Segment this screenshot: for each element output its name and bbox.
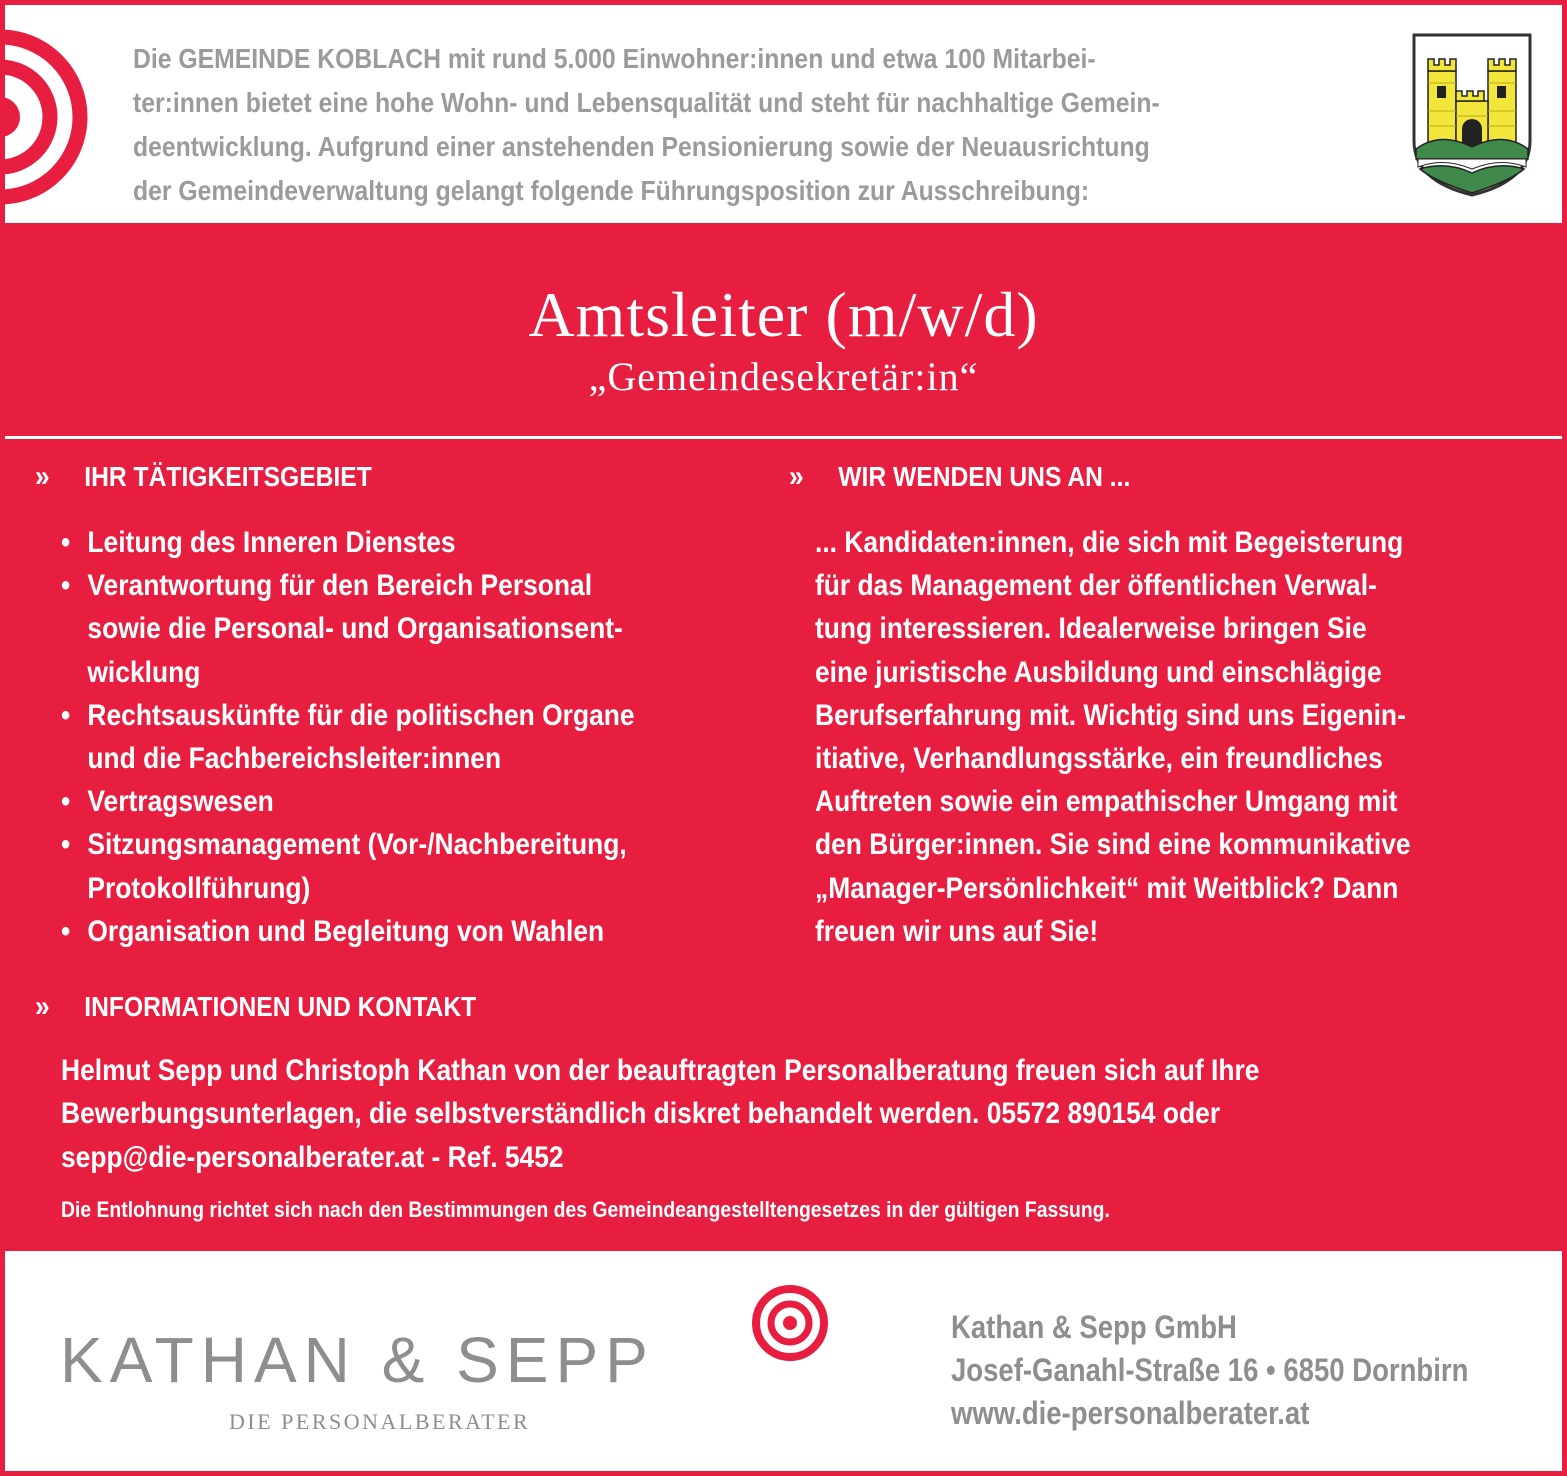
tasks-heading bbox=[35, 460, 372, 494]
text-line: „Manager-Persönlichkeit“ mit Weitblick? Dann bbox=[815, 871, 1399, 905]
audience-text bbox=[815, 521, 1519, 953]
job-title: Amtsleiter (m/w/d) bbox=[528, 279, 1039, 350]
list-item: • Organisation und Begleitung von Wahlen bbox=[61, 910, 765, 953]
tasks-heading-label: IHR TÄTIGKEITSGEBIET bbox=[84, 461, 372, 492]
audience-heading bbox=[789, 460, 1130, 494]
intro-text bbox=[133, 37, 1393, 213]
text-line: Bewerbungsunterlagen, die selbstverständlich diskret behandelt werden. 05572 890154 oder bbox=[61, 1097, 1221, 1131]
intro-line: der Gemeindeverwaltung gelangt folgende Führungsposition zur Ausschreibung: bbox=[133, 175, 1090, 206]
text-line: itiative, Verhandlungsstärke, ein freundliches bbox=[815, 742, 1383, 776]
text-line: Berufserfahrung mit. Wichtig sind uns Eigenin- bbox=[815, 698, 1406, 732]
text-line: für das Management der öffentlichen Verwal- bbox=[815, 569, 1377, 603]
list-item: • Vertragswesen bbox=[61, 780, 765, 823]
koblach-coat-of-arms-icon bbox=[1410, 31, 1534, 199]
contact-text bbox=[61, 1049, 1425, 1179]
contact-heading-label: INFORMATIONEN UND KONTAKT bbox=[84, 991, 477, 1022]
text-line: Helmut Sepp und Christoph Kathan von der beauftragten Personalberatung freuen sich auf Ihre bbox=[61, 1054, 1260, 1087]
text-line: den Bürger:innen. Sie sind eine kommunikative bbox=[815, 828, 1411, 862]
text-line: ... Kandidaten:innen, die sich mit Begeisterung bbox=[815, 526, 1404, 559]
intro-line: ter:innen bietet eine hohe Wohn- und Lebensqualität und steht für nachhaltige Gemein- bbox=[133, 87, 1160, 118]
chevron-right-icon: » bbox=[789, 460, 804, 493]
company-name: Kathan & Sepp GmbH bbox=[951, 1309, 1237, 1345]
target-logo-icon bbox=[750, 1283, 830, 1363]
company-street: Josef-Ganahl-Straße 16 • 6850 Dornbirn bbox=[951, 1352, 1469, 1388]
list-item: • Sitzungsmanagement (Vor-/Nachbereitung, Protokollführung) bbox=[61, 823, 765, 909]
list-item: • Verantwortung für den Bereich Personal sowie die Personal- und Organisationsent- wicklung bbox=[61, 564, 765, 694]
intro-line: Die GEMEINDE KOBLACH mit rund 5.000 Einwohner:innen und etwa 100 Mitarbei- bbox=[133, 43, 1096, 74]
salary-note: Die Entlohnung richtet sich nach den Bestimmungen des Gemeindeangestelltengesetzes in der gültigen Fassung. bbox=[61, 1197, 1110, 1222]
chevron-right-icon: » bbox=[35, 460, 50, 493]
job-subtitle: „Gemeindesekretär:in“ bbox=[588, 354, 979, 399]
audience-heading-label: WIR WENDEN UNS AN ... bbox=[838, 461, 1131, 492]
company-logo-subtitle: DIE PERSONALBERATER bbox=[229, 1409, 531, 1434]
company-address bbox=[951, 1306, 1468, 1435]
divider bbox=[5, 436, 1562, 439]
text-line: sepp@die-personalberater.at - Ref. 5452 bbox=[61, 1140, 564, 1174]
list-item: • Leitung des Inneren Dienstes bbox=[61, 521, 765, 564]
main-content bbox=[5, 223, 1562, 1251]
company-website: www.die-personalberater.at bbox=[951, 1395, 1310, 1431]
text-line: freuen wir uns auf Sie! bbox=[815, 914, 1099, 948]
intro-line: deentwicklung. Aufgrund einer anstehenden Pensionierung sowie der Neuausrichtung bbox=[133, 131, 1150, 162]
list-item: • Rechtsauskünfte für die politischen Organe und die Fachbereichsleiter:innen bbox=[61, 694, 765, 780]
footer bbox=[5, 1251, 1562, 1471]
header bbox=[5, 5, 1562, 223]
target-rings-icon bbox=[0, 27, 100, 207]
contact-heading bbox=[35, 990, 476, 1024]
text-line: tung interessieren. Idealerweise bringen Sie bbox=[815, 612, 1367, 646]
tasks-list bbox=[61, 521, 765, 953]
text-line: Auftreten sowie ein empathischer Umgang mit bbox=[815, 785, 1398, 819]
company-logo-text: KATHAN & SEPP bbox=[60, 1324, 655, 1396]
chevron-right-icon: » bbox=[35, 990, 50, 1023]
text-line: eine juristische Ausbildung und einschlägige bbox=[815, 655, 1382, 689]
